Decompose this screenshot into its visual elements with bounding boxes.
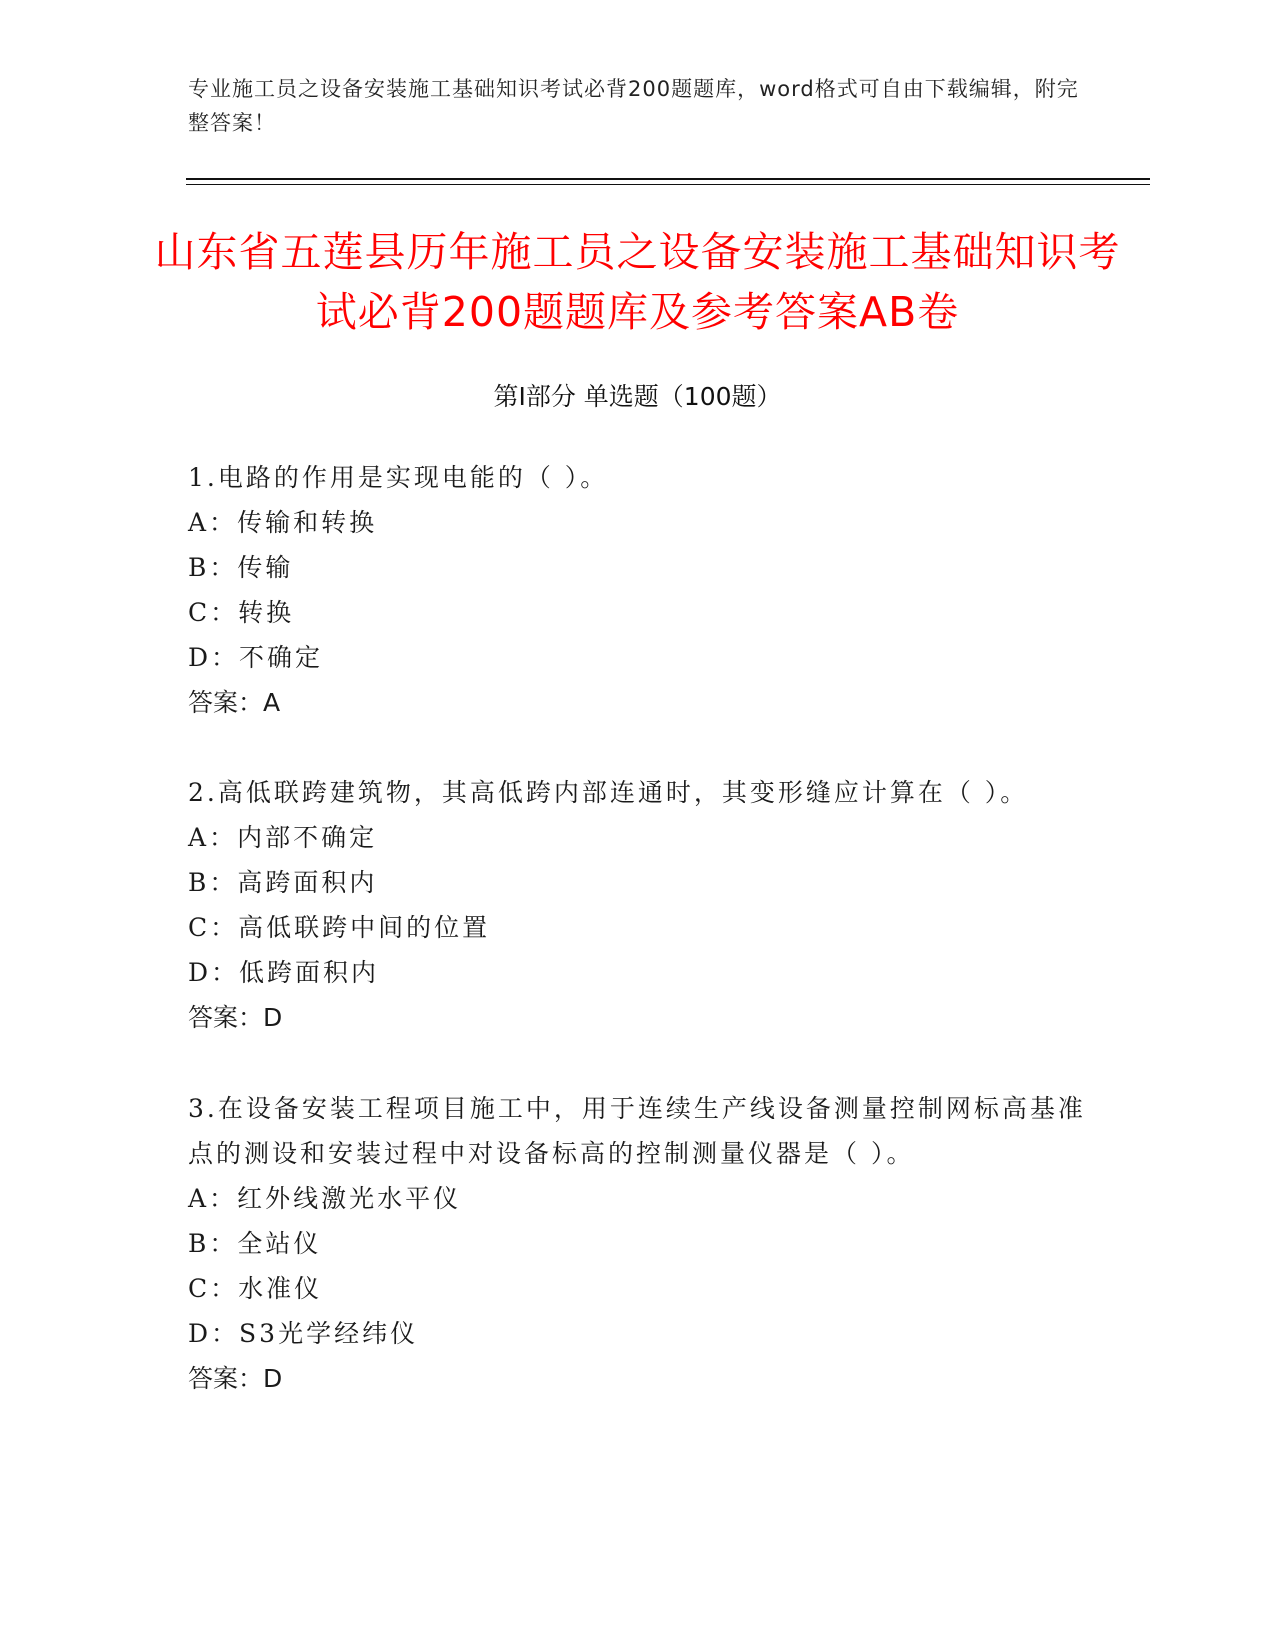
option-b [188, 545, 1088, 590]
question-1 [188, 455, 1088, 725]
option-text: 水准仪 [238, 1274, 323, 1303]
answer-line: 答案：A [188, 688, 281, 717]
option-key: A： [188, 823, 238, 852]
option-text: S3光学经纬仪 [239, 1319, 419, 1348]
option-key: D： [188, 1319, 240, 1348]
option-key: D： [188, 958, 240, 987]
option-text: 低跨面积内 [239, 958, 380, 987]
question-2 [188, 770, 1088, 1040]
option-a [188, 1176, 1088, 1221]
option-key: B： [188, 553, 238, 582]
option-b [188, 1221, 1088, 1266]
option-text: 传输和转换 [237, 508, 378, 537]
header-note: 专业施工员之设备安装施工基础知识考试必背200题题库，word格式可自由下载编辑，附完整答案！ [188, 77, 1079, 135]
question-stem: 1.电路的作用是实现电能的（ ）。 [188, 463, 609, 492]
option-text: 全站仪 [237, 1229, 322, 1258]
document-title: 山东省五莲县历年施工员之设备安装施工基础知识考试必背200题题库及参考答案AB卷 [154, 228, 1121, 336]
question-stem: 3.在设备安装工程项目施工中，用于连续生产线设备测量控制网标高基准点的测设和安装过程中对设备标高的控制测量仪器是（ ）。 [188, 1094, 1086, 1168]
answer-line: 答案：D [188, 1003, 283, 1032]
section-heading: 第Ⅰ部分 单选题（100题） [493, 382, 782, 411]
option-key: A： [188, 1184, 238, 1213]
option-key: C： [188, 598, 239, 627]
option-d [188, 635, 1088, 680]
option-a [188, 500, 1088, 545]
option-text: 高跨面积内 [237, 868, 378, 897]
option-d [188, 950, 1088, 995]
option-d [188, 1311, 1088, 1356]
option-text: 红外线激光水平仪 [237, 1184, 462, 1213]
option-key: C： [188, 1274, 239, 1303]
option-text: 传输 [237, 553, 294, 582]
option-key: A： [188, 508, 238, 537]
option-text: 转换 [238, 598, 295, 627]
option-c [188, 1266, 1088, 1311]
option-b [188, 860, 1088, 905]
option-c [188, 905, 1088, 950]
option-c [188, 590, 1088, 635]
option-key: C： [188, 913, 239, 942]
answer-line: 答案：D [188, 1364, 283, 1393]
option-key: B： [188, 1229, 238, 1258]
question-3 [188, 1086, 1088, 1401]
option-text: 内部不确定 [237, 823, 378, 852]
question-stem: 2.高低联跨建筑物，其高低跨内部连通时，其变形缝应计算在（ ）。 [188, 778, 1029, 807]
header-divider-thin [186, 184, 1150, 185]
option-key: D： [188, 643, 240, 672]
header-divider-thick [186, 178, 1150, 180]
option-a [188, 815, 1088, 860]
option-key: B： [188, 868, 238, 897]
option-text: 高低联跨中间的位置 [238, 913, 491, 942]
option-text: 不确定 [239, 643, 324, 672]
